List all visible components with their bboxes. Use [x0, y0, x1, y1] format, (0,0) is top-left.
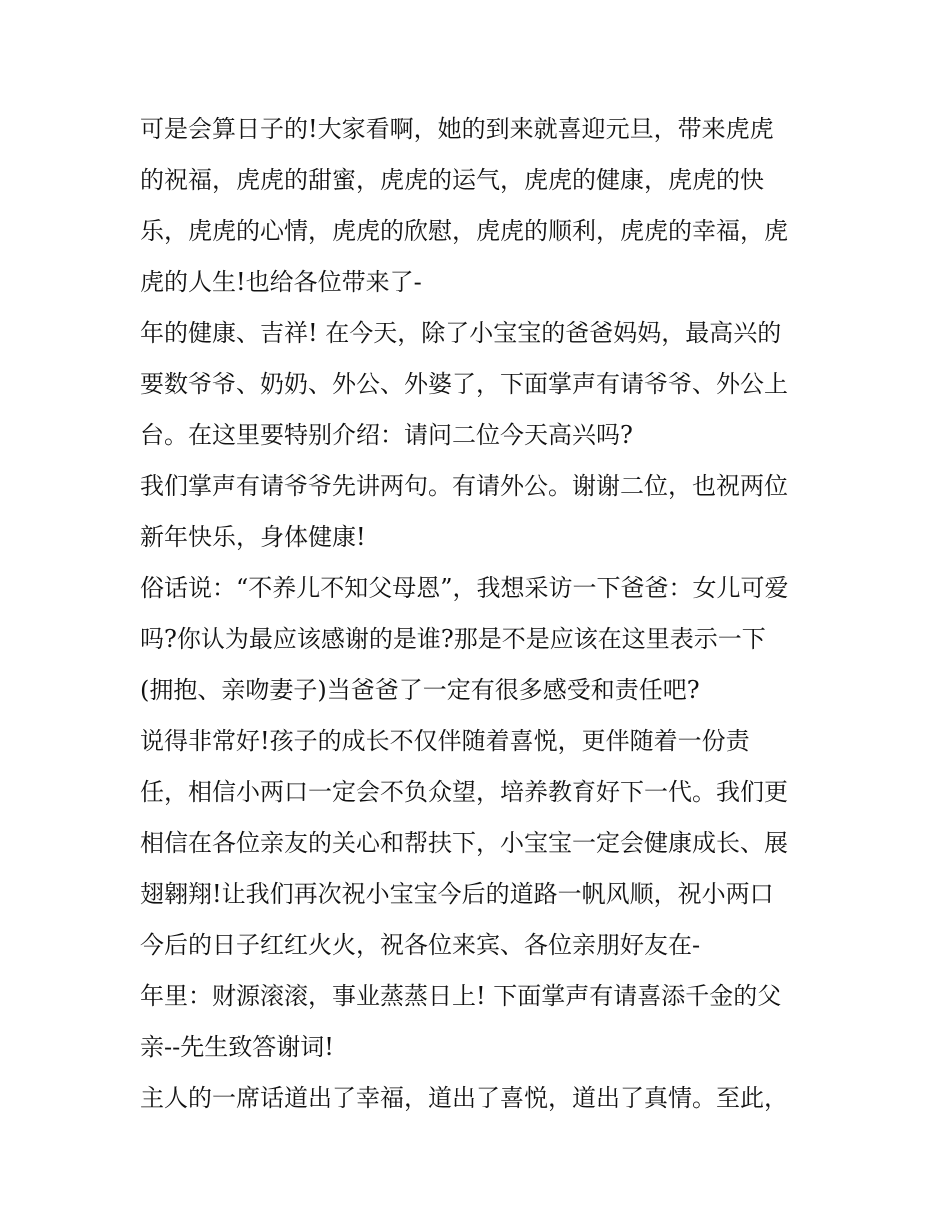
- text-line-11: 吗?你认为最应该感谢的是谁?那是不是应该在这里表示一下: [140, 625, 766, 653]
- text-line-6: 要数爷爷、奶奶、外公、外婆了，下面掌声有请爷爷、外公上: [140, 370, 788, 398]
- text-line-18: 年里：财源滚滚，事业蒸蒸日上! 下面掌声有请喜添千金的父: [140, 982, 782, 1010]
- text-line-5: 年的健康、吉祥! 在今天，除了小宝宝的爸爸妈妈，最高兴的: [140, 319, 782, 347]
- text-line-4: 虎的人生!也给各位带来了-: [140, 268, 422, 296]
- text-line-16: 翅翱翔!让我们再次祝小宝宝今后的道路一帆风顺，祝小两口: [140, 880, 774, 908]
- text-line-1: 可是会算日子的!大家看啊，她的到来就喜迎元旦，带来虎虎: [140, 115, 774, 143]
- text-line-19: 亲--先生致答谢词!: [140, 1033, 334, 1061]
- text-line-2: 的祝福，虎虎的甜蜜，虎虎的运气，虎虎的健康，虎虎的快: [140, 166, 764, 194]
- text-line-9: 新年快乐，身体健康!: [140, 523, 366, 551]
- text-line-8: 我们掌声有请爷爷先讲两句。有请外公。谢谢二位，也祝两位: [140, 472, 788, 500]
- text-line-12: (拥抱、亲吻妻子)当爸爸了一定有很多感受和责任吧?: [140, 676, 700, 704]
- document-text-body: [140, 104, 830, 1124]
- text-line-14: 任，相信小两口一定会不负众望，培养教育好下一代。我们更: [140, 778, 788, 806]
- text-line-3: 乐，虎虎的心情，虎虎的欣慰，虎虎的顺利，虎虎的幸福，虎: [140, 217, 788, 245]
- text-line-15: 相信在各位亲友的关心和帮扶下，小宝宝一定会健康成长、展: [140, 829, 788, 857]
- text-line-10: 俗话说：“不养儿不知父母恩”，我想采访一下爸爸：女儿可爱: [140, 574, 789, 602]
- text-line-13: 说得非常好!孩子的成长不仅伴随着喜悦，更伴随着一份责: [140, 727, 750, 755]
- text-line-20: 主人的一席话道出了幸福，道出了喜悦，道出了真情。至此，: [140, 1084, 788, 1112]
- text-line-7: 台。在这里要特别介绍：请问二位今天高兴吗?: [140, 421, 633, 449]
- text-line-17: 今后的日子红红火火，祝各位来宾、各位亲朋好友在-: [140, 931, 701, 959]
